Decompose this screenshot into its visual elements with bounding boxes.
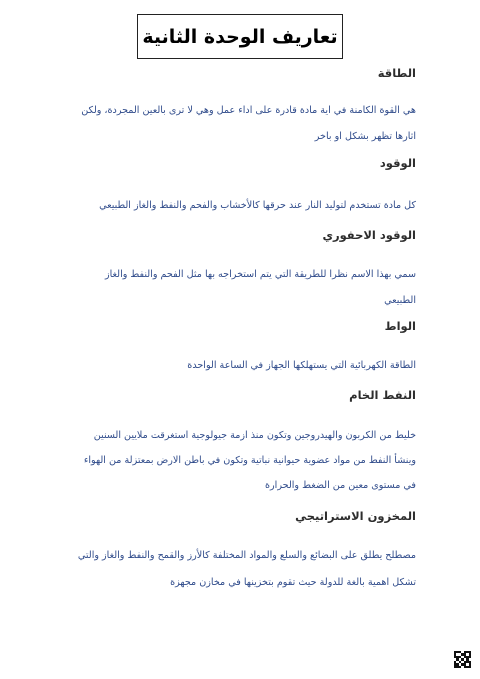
- body-line: سمي بهذا الاسم نظرا للطريقة التي يتم استخراجه بها مثل الفحم والنفط والغاز: [104, 269, 416, 280]
- body-line: اثارها تظهر بشكل او باخر: [314, 131, 416, 142]
- section-body-strategic-reserve: [56, 542, 416, 596]
- qr-code: [454, 651, 471, 668]
- body-line: خليط من الكربون والهيدروجين وتكون منذ ازمة جيولوجية استغرقت ملايين السنين: [93, 430, 416, 441]
- body-line: هي القوة الكامنة في اية مادة قادرة على اداء عمل وهي لا ترى بالعين المجردة، ولكن: [81, 105, 416, 116]
- section-body-watt: [56, 353, 416, 379]
- section-body-fuel: [56, 193, 416, 219]
- section-body-energy: [56, 98, 416, 150]
- section-heading-watt: الواط: [384, 319, 416, 333]
- body-line: في مستوى معين من الضغط والحرارة: [265, 480, 416, 491]
- body-line: مصطلح يطلق على البضائع والسلع والمواد المختلفة كالأرز والقمح والنفط والغاز والتي: [77, 550, 416, 561]
- section-heading-energy: الطاقة: [377, 66, 416, 80]
- section-body-fossil-fuel: [56, 262, 416, 314]
- section-heading-fuel: الوقود: [379, 156, 416, 170]
- section-heading-strategic-reserve: المخزون الاستراتيجي: [295, 509, 416, 523]
- title-box: [137, 14, 343, 59]
- body-line: وينشأ النفط من مواد عضوية حيوانية نباتية وتكون في باطن الارض بمعتزلة من الهواء: [83, 455, 416, 466]
- section-heading-crude-oil: النفط الخام: [349, 388, 416, 402]
- body-line: تشكل اهمية بالغة للدولة حيث تقوم بتخزينها في مخازن مجهزة: [170, 577, 416, 588]
- body-line: كل مادة تستخدم لتوليد النار عند حرقها كالأخشاب والفحم والنفط والغاز الطبيعي: [99, 200, 416, 211]
- page-title: تعاريف الوحدة الثانية: [142, 25, 338, 48]
- section-heading-fossil-fuel: الوقود الاحفوري: [322, 228, 416, 242]
- section-body-crude-oil: [56, 423, 416, 498]
- body-line: الطاقة الكهربائية التي يستهلكها الجهاز في الساعة الواحدة: [187, 360, 416, 371]
- body-line: الطبيعي: [384, 295, 416, 306]
